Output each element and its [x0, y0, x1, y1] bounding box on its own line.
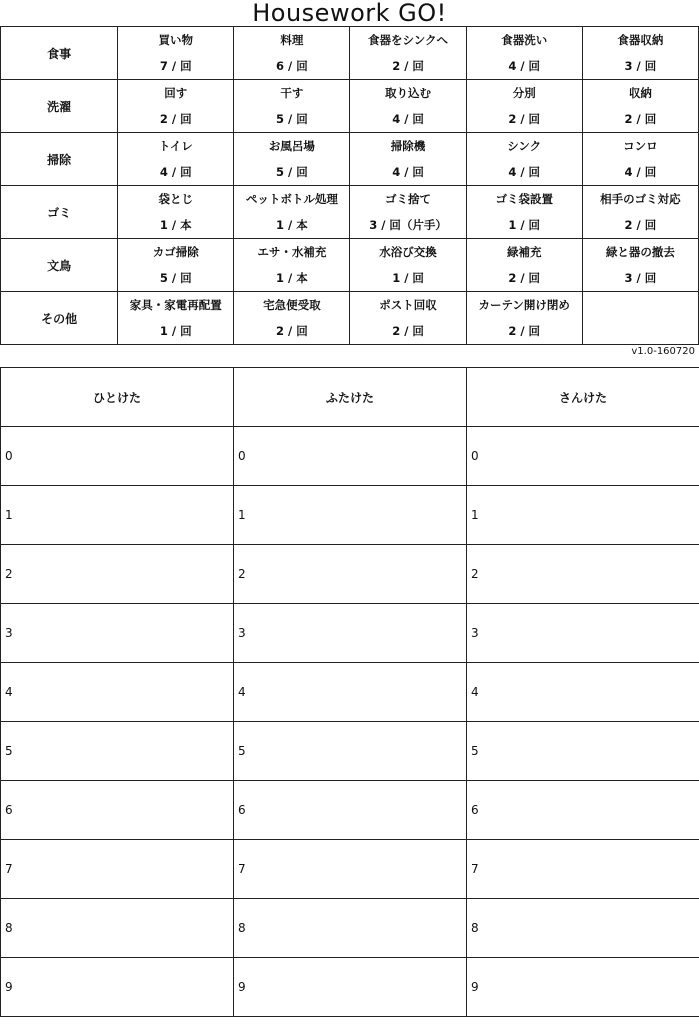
task-points: 1 / 回 — [508, 218, 541, 232]
tally-row — [1, 486, 699, 545]
task-points: 1 / 回 — [159, 324, 192, 338]
tally-digit-cell: 1 — [467, 486, 699, 545]
chore-task-cell — [582, 80, 698, 133]
task-name: 緑補充 — [506, 245, 542, 259]
category-label: 食事 — [1, 27, 118, 80]
tally-digit-cell: 7 — [467, 840, 699, 899]
chore-task-cell — [466, 27, 582, 80]
task-name — [583, 292, 698, 318]
task-points: 4 / 回 — [392, 112, 424, 126]
chore-task-cell — [350, 239, 466, 292]
task-points: 1 / 本 — [276, 218, 308, 232]
task-points: 6 / 回 — [276, 59, 308, 73]
chore-task-cell — [582, 133, 698, 186]
tally-row — [1, 899, 699, 958]
tally-row — [1, 781, 699, 840]
task-points: 4 / 回 — [392, 165, 424, 179]
task-name: ポスト回収 — [379, 298, 437, 312]
chore-task-cell — [234, 80, 350, 133]
task-points: 4 / 回 — [508, 165, 541, 179]
chore-task-cell — [118, 133, 234, 186]
task-points: 2 / 回 — [276, 324, 308, 338]
chore-task-cell — [466, 133, 582, 186]
task-name: ペットボトル処理 — [245, 192, 338, 206]
chore-category-row — [1, 133, 699, 186]
tally-digit-cell: 9 — [1, 958, 234, 1017]
tally-digit-cell: 5 — [467, 722, 699, 781]
task-name: 相手のゴミ対応 — [600, 192, 681, 206]
task-name: ゴミ捨て — [385, 192, 432, 206]
page-title: Housework GO! — [252, 0, 447, 27]
chore-task-cell — [118, 239, 234, 292]
task-name: 収納 — [628, 86, 652, 100]
tally-digit-cell: 7 — [1, 840, 234, 899]
category-label: ゴミ — [1, 186, 118, 239]
category-label: 掃除 — [1, 133, 118, 186]
task-name: コンロ — [623, 139, 658, 153]
tally-digit-cell: 8 — [1, 899, 234, 958]
task-name: カゴ掃除 — [152, 245, 199, 259]
task-points: 4 / 回 — [159, 165, 192, 179]
chore-task-cell — [466, 186, 582, 239]
chore-category-row — [1, 27, 699, 80]
chore-task-cell — [234, 27, 350, 80]
task-name: 回す — [164, 86, 188, 100]
chore-task-cell — [466, 292, 582, 345]
task-points: 5 / 回 — [276, 112, 308, 126]
task-name: カーテン開け閉め — [478, 298, 570, 312]
task-points: 2 / 回 — [508, 324, 541, 338]
task-points: 3 / 回 — [624, 271, 657, 285]
tally-row — [1, 604, 699, 663]
chore-task-cell — [234, 133, 350, 186]
tally-digit-cell: 6 — [1, 781, 234, 840]
tally-digit-cell: 4 — [1, 663, 234, 722]
tally-digit-cell: 5 — [1, 722, 234, 781]
chore-task-cell — [118, 292, 234, 345]
task-points: 2 / 回 — [159, 112, 192, 126]
task-points: 2 / 回 — [508, 271, 541, 285]
tally-digit-cell: 0 — [467, 427, 699, 486]
category-label: 文鳥 — [1, 239, 118, 292]
task-points: 3 / 回 — [624, 59, 657, 73]
task-points: 1 / 本 — [276, 271, 308, 285]
tally-digit-cell: 3 — [1, 604, 234, 663]
task-points: 2 / 回 — [392, 59, 424, 73]
tally-digit-cell: 6 — [467, 781, 699, 840]
tally-digit-cell: 6 — [234, 781, 467, 840]
task-name: 家具・家電再配置 — [129, 298, 222, 312]
chore-task-cell — [118, 80, 234, 133]
header-hundreds: さんけた — [467, 368, 699, 427]
chore-task-cell — [234, 239, 350, 292]
chore-category-row — [1, 239, 699, 292]
task-name: 干す — [280, 86, 304, 100]
tally-digit-cell: 8 — [467, 899, 699, 958]
tally-digit-cell: 2 — [234, 545, 467, 604]
tally-digit-cell: 9 — [467, 958, 699, 1017]
task-points: 7 / 回 — [159, 59, 192, 73]
tally-digit-cell: 0 — [1, 427, 234, 486]
task-name: 食器洗い — [501, 33, 548, 47]
tally-row — [1, 663, 699, 722]
tally-digit-cell: 4 — [234, 663, 467, 722]
chore-category-row — [1, 80, 699, 133]
chore-category-row — [1, 292, 699, 345]
tally-row — [1, 722, 699, 781]
tally-digit-cell: 0 — [234, 427, 467, 486]
tally-digit-cell: 8 — [234, 899, 467, 958]
task-name: 袋とじ — [158, 192, 193, 206]
chore-task-cell — [234, 186, 350, 239]
tally-row — [1, 958, 699, 1017]
tally-digit-cell: 7 — [234, 840, 467, 899]
task-points: 2 / 回 — [392, 324, 424, 338]
task-name: 緑と器の撤去 — [605, 245, 675, 259]
chore-task-cell — [582, 186, 698, 239]
tally-digit-cell: 5 — [234, 722, 467, 781]
tally-digit-cell: 3 — [467, 604, 699, 663]
chore-task-cell — [350, 133, 466, 186]
chore-task-cell — [466, 239, 582, 292]
chore-task-cell — [234, 292, 350, 345]
task-points: 5 / 回 — [276, 165, 308, 179]
task-name: ゴミ袋設置 — [495, 192, 553, 206]
task-name: 食器をシンクへ — [368, 33, 449, 47]
task-name: エサ・水補充 — [257, 245, 327, 259]
tally-digit-cell: 4 — [467, 663, 699, 722]
header-ones: ひとけた — [1, 368, 234, 427]
category-label: その他 — [1, 292, 118, 345]
task-name: トイレ — [158, 139, 193, 153]
task-name: お風呂場 — [268, 139, 315, 153]
task-points — [583, 318, 698, 344]
chore-task-cell — [350, 80, 466, 133]
task-name: 掃除機 — [390, 139, 426, 153]
chore-task-cell — [118, 186, 234, 239]
task-points: 5 / 回 — [159, 271, 192, 285]
tally-digit-cell: 9 — [234, 958, 467, 1017]
tally-digit-cell: 1 — [1, 486, 234, 545]
tally-digit-cell: 1 — [234, 486, 467, 545]
header-tens: ふたけた — [234, 368, 467, 427]
task-points: 1 / 本 — [159, 218, 192, 232]
chore-points-table — [0, 26, 699, 345]
task-name: 取り込む — [385, 86, 432, 100]
tally-row — [1, 840, 699, 899]
tally-digit-cell: 3 — [234, 604, 467, 663]
chore-task-cell — [118, 27, 234, 80]
chore-task-cell — [466, 80, 582, 133]
task-points: 2 / 回 — [508, 112, 541, 126]
task-points: 4 / 回 — [624, 165, 657, 179]
tally-digit-cell: 2 — [1, 545, 234, 604]
chore-task-cell — [582, 27, 698, 80]
task-name: 食器収納 — [617, 33, 664, 47]
chore-category-row — [1, 186, 699, 239]
chore-task-cell — [350, 292, 466, 345]
task-points: 1 / 回 — [392, 271, 424, 285]
chore-task-cell — [582, 239, 698, 292]
task-name: 分別 — [512, 86, 536, 100]
tally-row — [1, 427, 699, 486]
task-points: 4 / 回 — [508, 59, 541, 73]
task-points: 2 / 回 — [624, 218, 657, 232]
category-label: 洗濯 — [1, 80, 118, 133]
task-points: 3 / 回（片手） — [369, 218, 447, 232]
chore-task-cell — [350, 27, 466, 80]
score-tally-table — [0, 367, 699, 1017]
version-label: v1.0-160720 — [631, 346, 695, 357]
task-name: 買い物 — [158, 33, 193, 47]
task-name: 宅急便受取 — [263, 298, 321, 312]
chore-task-cell — [582, 292, 698, 345]
task-name: 料理 — [280, 33, 304, 47]
task-points: 2 / 回 — [624, 112, 657, 126]
chore-task-cell — [350, 186, 466, 239]
task-name: シンク — [507, 139, 542, 153]
tally-row — [1, 545, 699, 604]
task-name: 水浴び交換 — [379, 245, 437, 259]
tally-digit-cell: 2 — [467, 545, 699, 604]
